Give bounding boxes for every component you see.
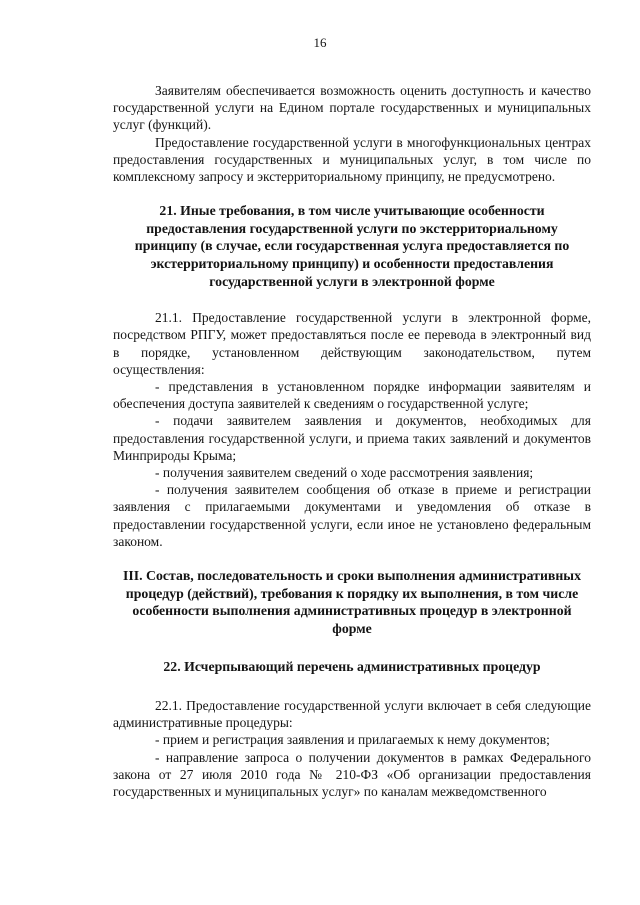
document-body [113, 82, 591, 800]
section-heading-21: 21. Иные требования, в том числе учитывающие особенности предоставления государственной услуги по экстерриториальному принципу (в случае, если государственная услуга предоставляется по экстерриториальному принципу) и особенности предоставления государственной услуги в электронной форме [134, 203, 570, 289]
paragraph-mfc: Предоставление государственной услуги в многофункциональных центрах предоставления государственных и муниципальных услуг, в том числе по комплексному запросу и экстерриториальному принципу, не предусмотрено. [113, 134, 591, 185]
section-heading-22: 22. Исчерпывающий перечень административных процедур [163, 659, 541, 675]
paragraph-portal-assessment: Заявителям обеспечивается возможность оценить доступность и качество государственной услуги на Едином портале государственных и муниципальных услуг (функций). [113, 83, 591, 133]
paragraph-22-1: 22.1. Предоставление государственной услуги включает в себя следующие административные процедуры: [113, 698, 591, 731]
list-item: - представления в установленном порядке информации заявителям и обеспечения доступа заявителей к сведениям о государственной услуге; [113, 379, 591, 412]
list-item: - подачи заявителем заявления и документов, необходимых для предоставления государственной услуги, и приема таких заявлений и документов Минприроды Крыма; [113, 413, 591, 463]
list-item: - прием и регистрация заявления и прилагаемых к нему документов; [155, 732, 550, 748]
list-item: - направление запроса о получении документов в рамках Федерального закона от 27 июля 2010 года № 210-ФЗ «Об организации предоставления государственных и муниципальных услуг» по каналам межведомственного [113, 749, 591, 800]
page-number: 16 [313, 35, 327, 50]
list-item: - получения заявителем сведений о ходе рассмотрения заявления; [155, 465, 534, 481]
paragraph-21-1: 21.1. Предоставление государственной услуги в электронной форме, посредством РПГУ, может предоставляться после ее перевода в электронный вид в порядке, установленном действующим законодательством, путем осуществления: [113, 310, 591, 377]
chapter-heading-3: III. Состав, последовательность и сроки выполнения административных процедур (действий), требования к порядку их выполнения, в том числе особенности выполнения административных процедур в электронной форме [123, 568, 581, 636]
list-item: - получения заявителем сообщения об отказе в приеме и регистрации заявления с прилагаемыми документами и уведомления об отказе в предоставлении государственной услуги, если иное не установлено федеральным законом. [113, 482, 591, 549]
